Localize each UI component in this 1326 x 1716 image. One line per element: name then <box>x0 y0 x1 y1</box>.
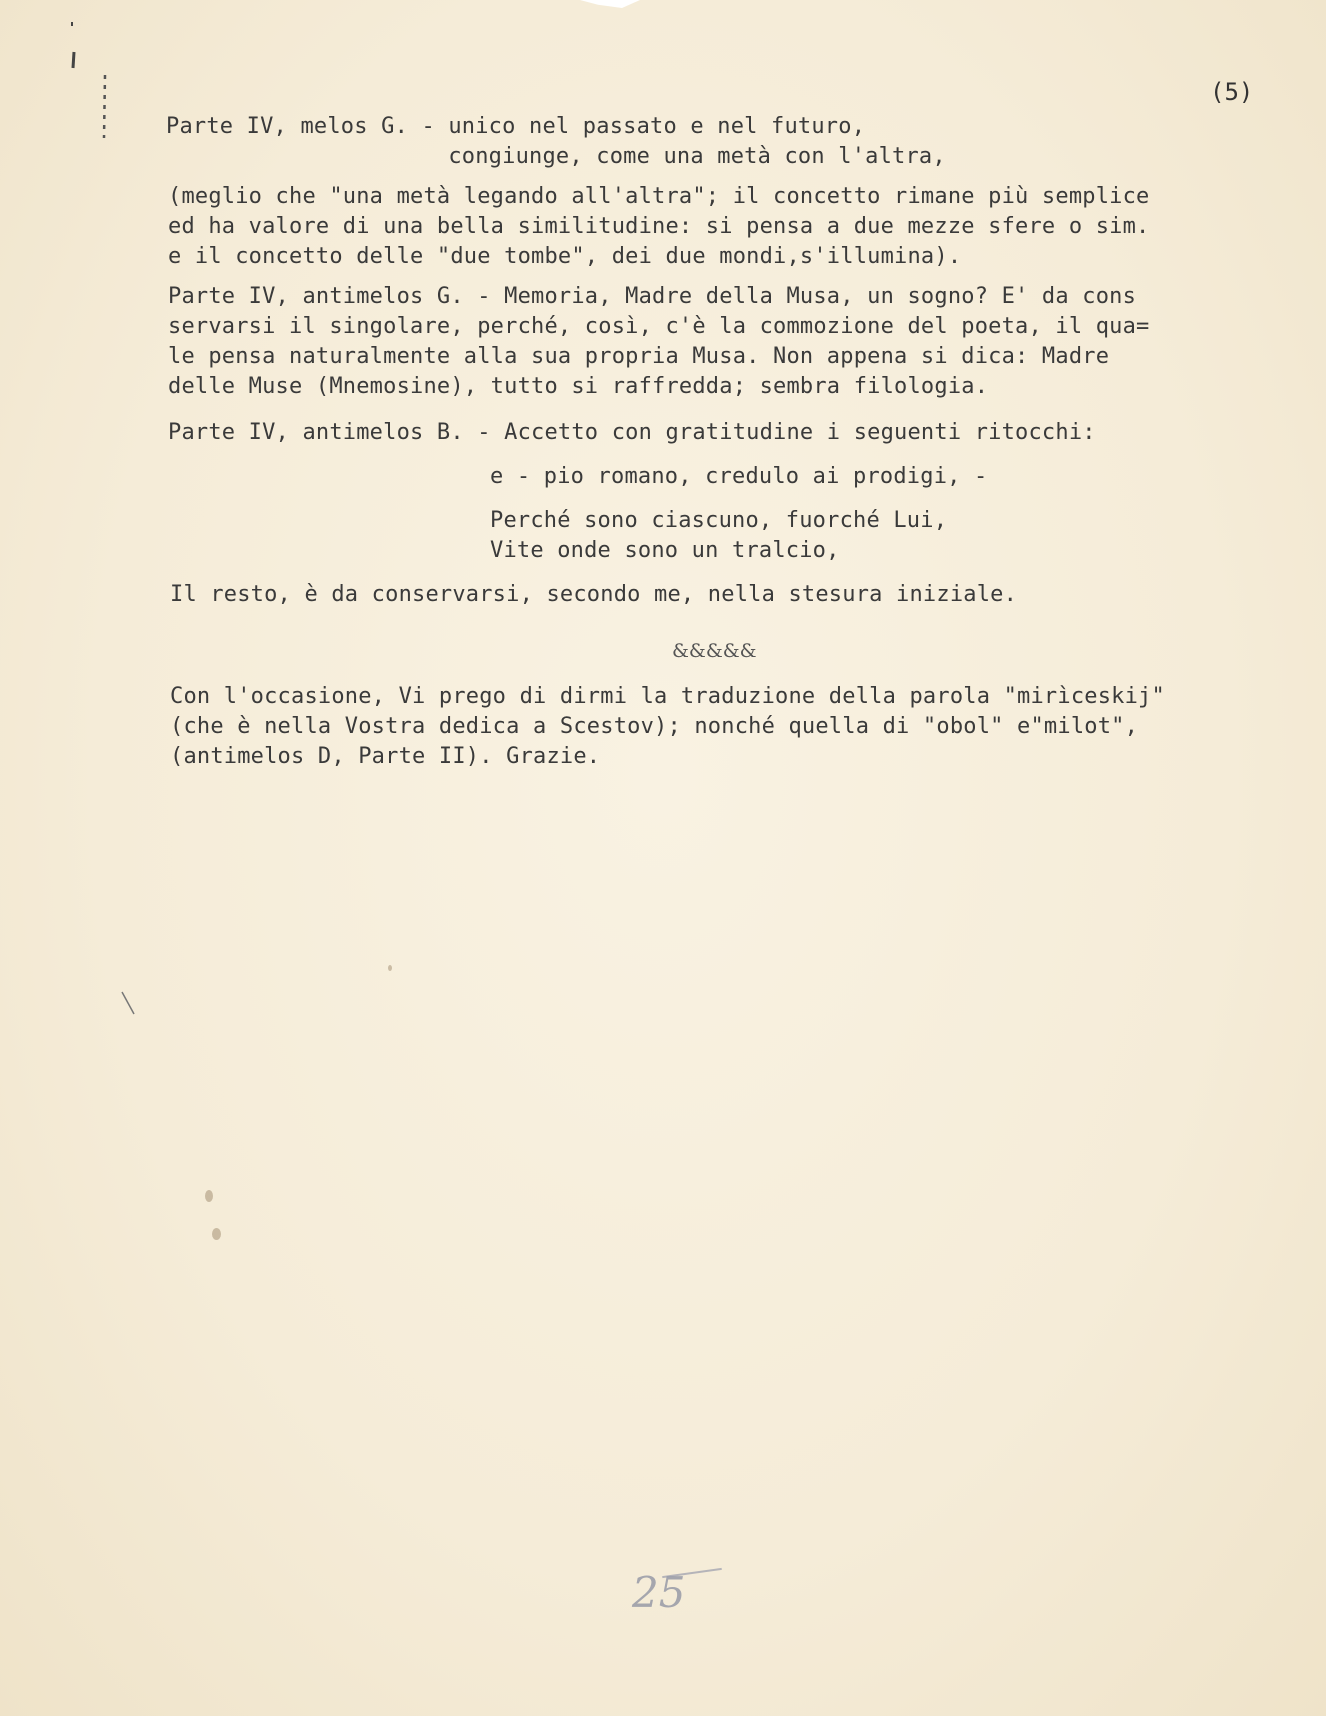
section-separator: &&&&& <box>672 640 757 662</box>
archive-number: 25 <box>632 1568 686 1617</box>
verse-line-2: Perché sono ciascuno, fuorché Lui, <box>490 508 948 533</box>
paper-tear <box>580 0 640 8</box>
page-number: (5) <box>1210 78 1254 106</box>
text-line-4: ed ha valore di una bella similitudine: si pensa a due mezze sfere o sim. <box>168 214 1150 239</box>
text-line-9: delle Muse (Mnemosine), tutto si raffredda; sembra filologia. <box>168 374 989 399</box>
text-line-14: (antimelos D, Parte II). Grazie. <box>170 744 601 769</box>
text-line-6: Parte IV, antimelos G. - Memoria, Madre della Musa, un sogno? E' da cons <box>168 284 1137 309</box>
text-line-8: le pensa naturalmente alla sua propria Musa. Non appena si dica: Madre <box>168 344 1110 369</box>
text-line-10: Parte IV, antimelos B. - Accetto con gratitudine i seguenti ritocchi: <box>168 420 1096 445</box>
pencil-mark <box>120 990 140 1020</box>
text-line-2: congiunge, come una metà con l'altra, <box>166 144 946 169</box>
ink-spot <box>388 965 392 971</box>
binding-marks <box>60 20 110 140</box>
text-line-12: Con l'occasione, Vi prego di dirmi la traduzione della parola "mirìceskij" <box>170 684 1165 709</box>
stain-spot <box>205 1190 213 1202</box>
verse-line-1: e - pio romano, credulo ai prodigi, - <box>490 464 988 489</box>
stain-spot <box>212 1228 221 1240</box>
text-line-5: e il concetto delle "due tombe", dei due mondi,s'illumina). <box>168 244 962 269</box>
text-line-13: (che è nella Vostra dedica a Scestov); nonché quella di "obol" e"milot", <box>170 714 1139 739</box>
verse-line-3: Vite onde sono un tralcio, <box>490 538 840 563</box>
text-line-11: Il resto, è da conservarsi, secondo me, nella stesura iniziale. <box>170 582 1018 607</box>
text-line-3: (meglio che "una metà legando all'altra"; il concetto rimane più semplice <box>168 184 1150 209</box>
text-line-7: servarsi il singolare, perché, così, c'è la commozione del poeta, il qua= <box>168 314 1150 339</box>
text-line-1: Parte IV, melos G. - unico nel passato e nel futuro, <box>166 114 866 139</box>
